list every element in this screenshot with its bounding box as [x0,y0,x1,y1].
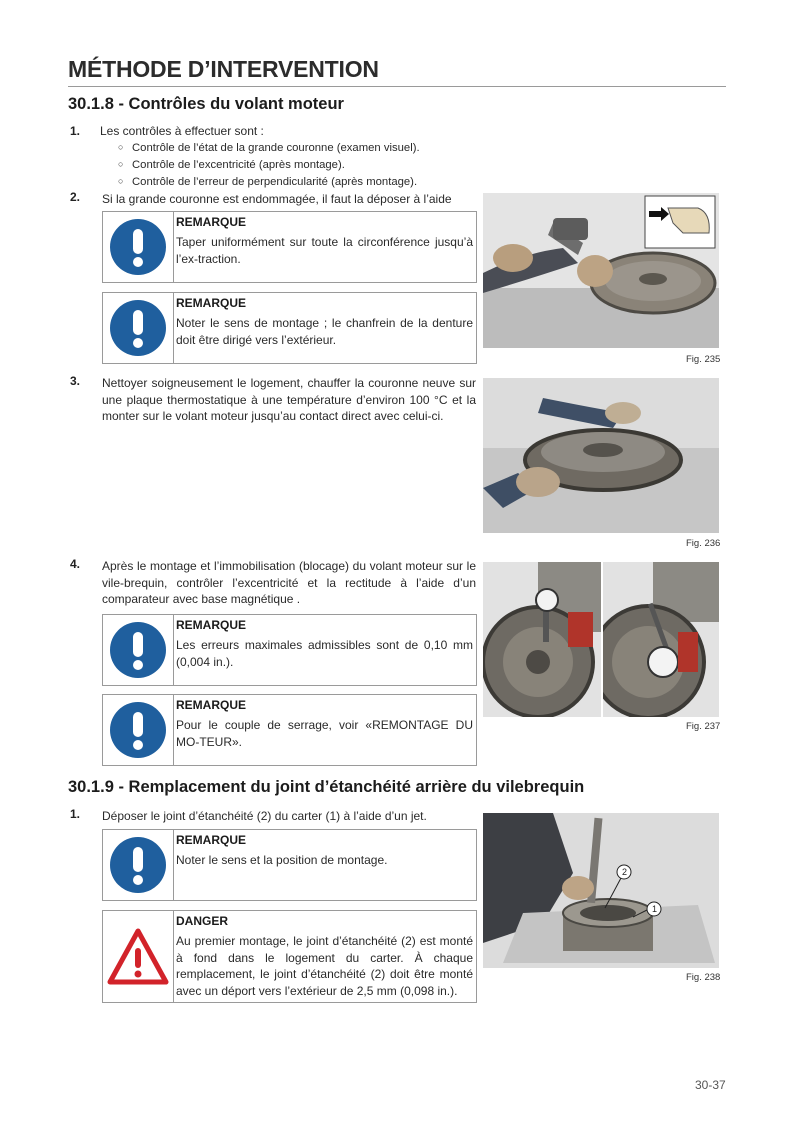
note-body: Les erreurs maximales admissibles sont de 0,10 mm (0,004 in.). [176,638,473,669]
step-text: Déposer le joint d’étanchéité (2) du carter (1) à l’aide d’un jet. [102,809,427,823]
checklist [118,139,420,190]
exclamation-icon [109,701,167,759]
warning-triangle-icon [107,928,169,986]
figure-caption: Fig. 238 [686,972,721,983]
figure-caption: Fig. 235 [686,354,721,365]
list-item: ○ Contrôle de l’erreur de perpendicularité (après montage). [118,173,420,190]
step-number: 1. [70,807,81,821]
figure-238-image [483,813,719,968]
step-text: Les contrôles à effectuer sont : [100,124,264,138]
note-body: Pour le couple de serrage, voir «REMONTAGE DU MO-TEUR». [176,718,473,749]
figure-235-image [483,193,719,348]
figure-237-image-left [483,562,601,717]
note-box [102,614,477,686]
title-divider [68,86,726,87]
note-box [102,694,477,766]
note-box [102,211,477,283]
danger-heading: DANGER [176,914,229,928]
danger-body: Au premier montage, le joint d’étanchéité (2) est monté à fond dans le logement du carter. À chaque remplacement, le joint d’étanchéité (2) doit être monté avec un déport vers l’extérieur de 2,5 mm (0,098 in.). [176,934,473,998]
figure-236-image [483,378,719,533]
note-heading: REMARQUE [176,833,247,847]
exclamation-icon [109,621,167,679]
note-heading: REMARQUE [176,215,247,229]
flywheel-hammer-illustration [483,193,719,348]
note-body: Noter le sens et la position de montage. [176,853,388,867]
step-number: 3. [70,374,81,388]
callout-1: 1 [651,904,657,914]
list-item: ○ Contrôle de l’état de la grande couronne (examen visuel). [118,139,420,156]
note-body: Noter le sens de montage ; le chanfrein de la denture doit être dirigé vers l’extérieur. [176,316,473,347]
callout-2: 2 [621,867,627,877]
danger-box [102,910,477,1003]
note-body: Taper uniformément sur toute la circonférence jusqu’à l’ex-traction. [176,235,473,266]
figure-caption: Fig. 236 [686,538,721,549]
step-text: Si la grande couronne est endommagée, il faut la déposer à l’aide [102,192,452,206]
step-number: 4. [70,557,81,571]
figure-caption: Fig. 237 [686,721,721,732]
section-title-30-1-8: 30.1.8 - Contrôles du volant moteur [68,95,344,113]
step-number: 1. [70,124,81,138]
circle-bullet-icon: ○ [118,176,124,186]
flywheel-ring-mounting-illustration [483,378,719,533]
rear-seal-removal-illustration [483,813,719,968]
note-box [102,829,477,901]
figure-237-image-right [603,562,719,717]
dial-indicator-face-illustration [603,562,719,717]
exclamation-icon [109,218,167,276]
dial-indicator-runout-illustration [483,562,601,717]
note-heading: REMARQUE [176,698,247,712]
note-heading: REMARQUE [176,618,247,632]
step-text: Nettoyer soigneusement le logement, chauffer la couronne neuve sur une plaque thermostatique à une température d’environ 100 °C et la monter sur le volant moteur jusqu’au contact direct avec celui-ci. [102,376,476,423]
exclamation-icon [109,299,167,357]
note-box [102,292,477,364]
page-title: MÉTHODE D’INTERVENTION [68,56,379,82]
circle-bullet-icon: ○ [118,142,124,152]
page-number: 30-37 [695,1078,726,1092]
step-text: Après le montage et l’immobilisation (blocage) du volant moteur sur le vile-brequin, contrôler l’excentricité et la rectitude à l’aide d’un comparateur avec base magnétique . [102,559,476,606]
circle-bullet-icon: ○ [118,159,124,169]
step-number: 2. [70,190,81,204]
exclamation-icon [109,836,167,894]
note-heading: REMARQUE [176,296,247,310]
list-item: ○ Contrôle de l’excentricité (après montage). [118,156,420,173]
section-title-30-1-9: 30.1.9 - Remplacement du joint d’étanchéité arrière du vilebrequin [68,778,585,796]
